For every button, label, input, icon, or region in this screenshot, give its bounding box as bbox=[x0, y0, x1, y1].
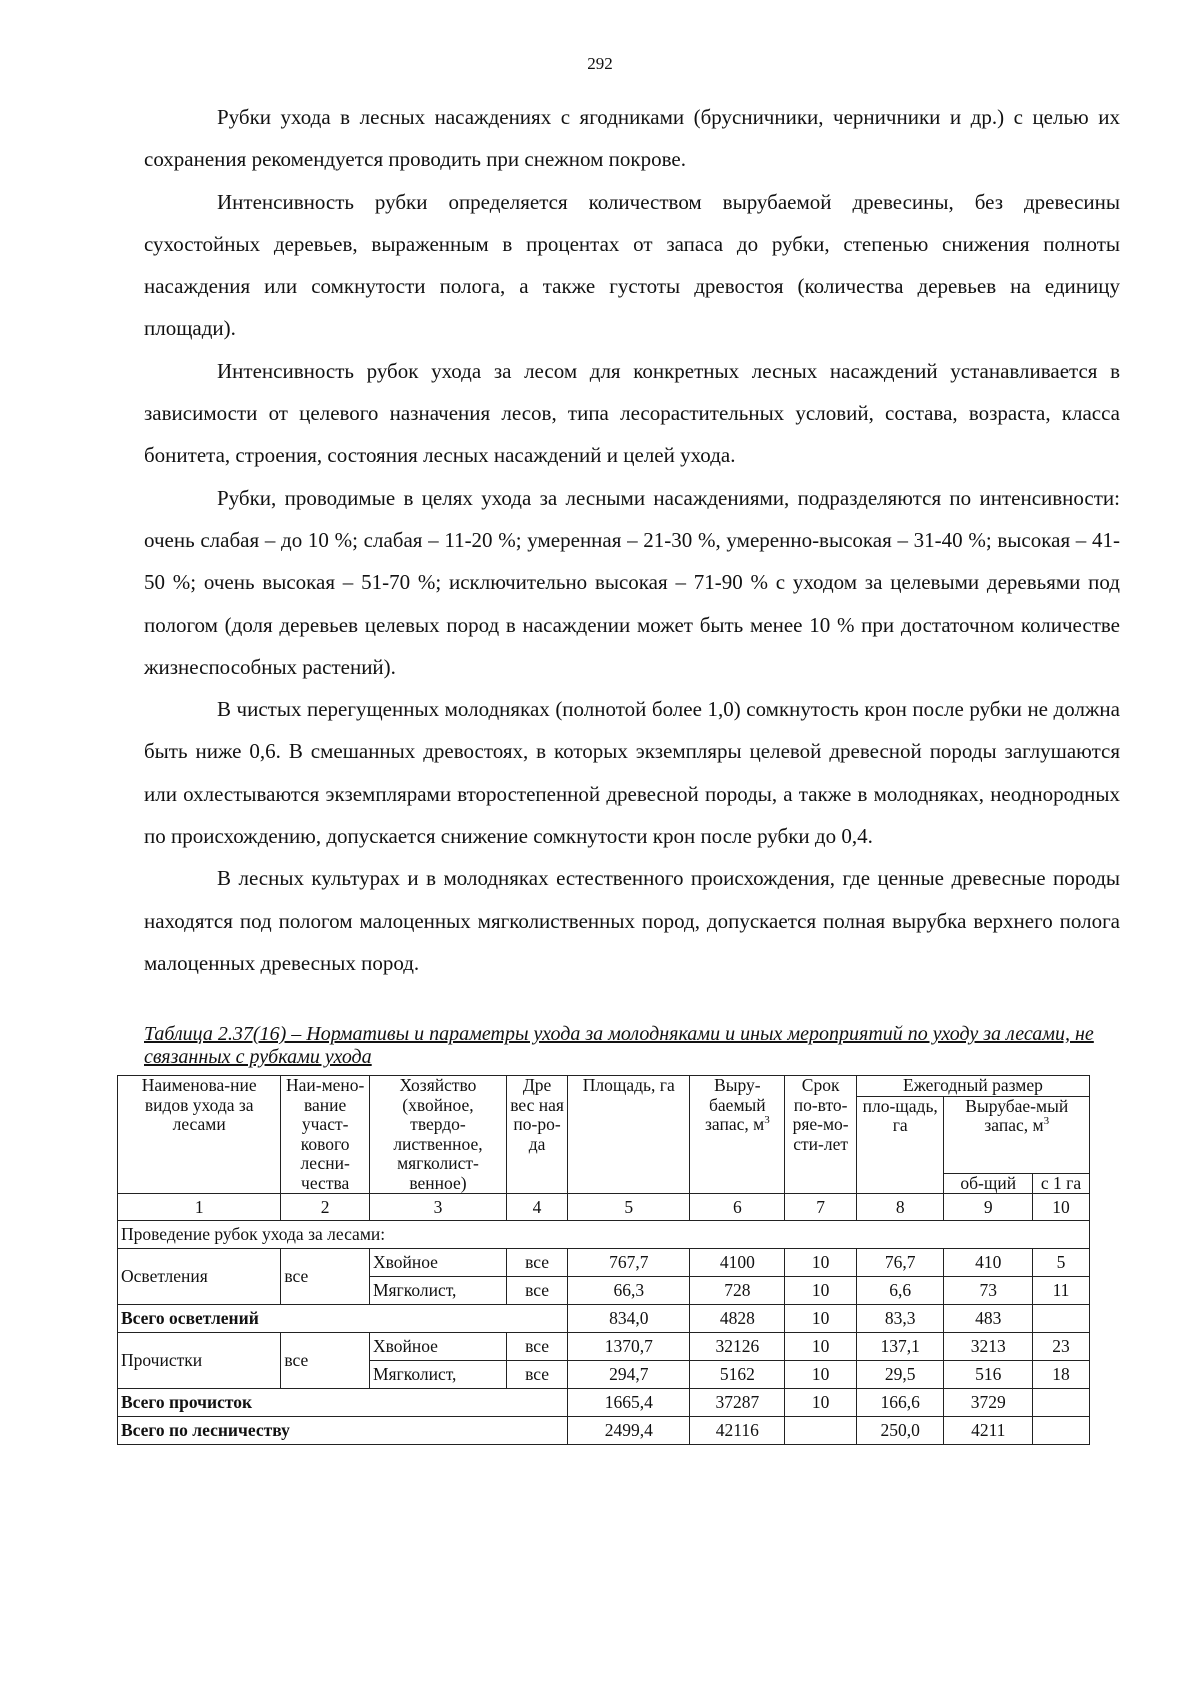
paragraph: Рубки, проводимые в целях ухода за лесными насаждениями, подразделяются по интенсивности: очень слабая – до 10 %; слабая – 11-20 %; умеренная – 21-30 %, умеренно-высокая – 31-40 %; высокая – 41-50 %; очень высокая – 51-70 %; исключительно высокая – 71-90 % с уходом за целевыми деревьями под пологом (доля деревьев целевых пород в насаждении может быть менее 10 % при достаточном количестве жизнеспособных растений). bbox=[144, 485, 1120, 679]
species: все bbox=[506, 1333, 567, 1361]
farm: Мягколист, bbox=[369, 1361, 506, 1389]
paragraph: Интенсивность рубок ухода за лесом для конкретных лесных насаждений устанавливается в зависимости от целевого назначения лесов, типа лесорастительных условий, состава, возраста, класса бонитета, строения, состояния лесных насаждений и целей ухода. bbox=[144, 358, 1120, 468]
annual-area: 250,0 bbox=[856, 1417, 944, 1445]
header-cell: Наи-мено-вание участ-кового лесни-чества bbox=[281, 1076, 370, 1194]
period: 10 bbox=[785, 1333, 857, 1361]
stock: 5162 bbox=[690, 1361, 785, 1389]
period: 10 bbox=[785, 1277, 857, 1305]
forestry: все bbox=[281, 1333, 370, 1389]
stock: 42116 bbox=[690, 1417, 785, 1445]
total-label: Всего прочисток bbox=[118, 1389, 568, 1417]
annual-per-ha bbox=[1033, 1417, 1090, 1445]
annual-area: 29,5 bbox=[856, 1361, 944, 1389]
column-number: 6 bbox=[690, 1194, 785, 1221]
column-number-row bbox=[118, 1194, 1090, 1221]
page-number: 292 bbox=[587, 54, 613, 73]
annual-per-ha bbox=[1033, 1305, 1090, 1333]
column-number: 5 bbox=[568, 1194, 690, 1221]
column-number: 9 bbox=[944, 1194, 1033, 1221]
annual-total: 3729 bbox=[944, 1389, 1033, 1417]
annual-per-ha bbox=[1033, 1389, 1090, 1417]
annual-total: 516 bbox=[944, 1361, 1033, 1389]
paragraph: В лесных культурах и в молодняках естественного происхождения, где ценные древесные породы находятся под пологом малоценных мягколиственных пород, допускается полная вырубка верхнего полога малоценных древесных пород. bbox=[144, 866, 1120, 975]
area: 834,0 bbox=[568, 1305, 690, 1333]
header-cell: Площадь, га bbox=[568, 1076, 690, 1194]
table-row bbox=[118, 1249, 1090, 1277]
species: все bbox=[506, 1361, 567, 1389]
area: 294,7 bbox=[568, 1361, 690, 1389]
grand-total-row bbox=[118, 1417, 1090, 1445]
header-cell: Вырубае-мый запас, $м^3$ bbox=[944, 1096, 1090, 1173]
farm: Мягколист, bbox=[369, 1277, 506, 1305]
annual-area: 166,6 bbox=[856, 1389, 944, 1417]
area: 1665,4 bbox=[568, 1389, 690, 1417]
farm: Хвойное bbox=[369, 1333, 506, 1361]
species: все bbox=[506, 1277, 567, 1305]
annual-area: 83,3 bbox=[856, 1305, 944, 1333]
forestry: все bbox=[281, 1249, 370, 1305]
annual-total: 73 bbox=[944, 1277, 1033, 1305]
header-row bbox=[118, 1076, 1090, 1097]
stock: 37287 bbox=[690, 1389, 785, 1417]
total-row bbox=[118, 1305, 1090, 1333]
header-cell: Ежегодный размер bbox=[856, 1076, 1089, 1097]
area: 2499,4 bbox=[568, 1417, 690, 1445]
period: 10 bbox=[785, 1389, 857, 1417]
annual-per-ha: 11 bbox=[1033, 1277, 1090, 1305]
section-row bbox=[118, 1221, 1090, 1249]
annual-total: 410 bbox=[944, 1249, 1033, 1277]
stock: 4828 bbox=[690, 1305, 785, 1333]
period: 10 bbox=[785, 1361, 857, 1389]
period: 10 bbox=[785, 1305, 857, 1333]
column-number: 1 bbox=[118, 1194, 281, 1221]
area: 1370,7 bbox=[568, 1333, 690, 1361]
annual-area: 137,1 bbox=[856, 1333, 944, 1361]
section-title: Проведение рубок ухода за лесами: bbox=[118, 1221, 1090, 1249]
header-cell: Хозяйство (хвойное, твердо-лиственное, мягколист-венное) bbox=[369, 1076, 506, 1194]
annual-per-ha: 23 bbox=[1033, 1333, 1090, 1361]
header-cell: об-щий bbox=[944, 1173, 1033, 1194]
header-cell: с 1 га bbox=[1033, 1173, 1090, 1194]
total-row bbox=[118, 1389, 1090, 1417]
stock: 728 bbox=[690, 1277, 785, 1305]
header-cell: Выру-баемый запас, $м^3$ bbox=[690, 1076, 785, 1194]
species: все bbox=[506, 1249, 567, 1277]
annual-total: 4211 bbox=[944, 1417, 1033, 1445]
header-cell: Срок по-вто-ряе-мо-сти-лет bbox=[785, 1076, 857, 1194]
total-label: Всего осветлений bbox=[118, 1305, 568, 1333]
column-number: 2 bbox=[281, 1194, 370, 1221]
area: 66,3 bbox=[568, 1277, 690, 1305]
header-cell: Дре вес ная по-ро-да bbox=[506, 1076, 567, 1194]
stock: 4100 bbox=[690, 1249, 785, 1277]
column-number: 7 bbox=[785, 1194, 857, 1221]
header-cell: Наименова-ние видов ухода за лесами bbox=[118, 1076, 281, 1194]
column-number: 8 bbox=[856, 1194, 944, 1221]
care-type: Осветления bbox=[118, 1249, 281, 1305]
annual-per-ha: 5 bbox=[1033, 1249, 1090, 1277]
annual-area: 76,7 bbox=[856, 1249, 944, 1277]
column-number: 10 bbox=[1033, 1194, 1090, 1221]
farm: Хвойное bbox=[369, 1249, 506, 1277]
period bbox=[785, 1417, 857, 1445]
stock: 32126 bbox=[690, 1333, 785, 1361]
paragraph: Интенсивность рубки определяется количеством вырубаемой древесины, без древесины сухостойных деревьев, выраженным в процентах от запаса до рубки, степенью снижения полноты насаждения или сомкнутости полога, а также густоты древостоя (количества деревьев на единицу площади). bbox=[144, 189, 1120, 341]
annual-total: 3213 bbox=[944, 1333, 1033, 1361]
annual-per-ha: 18 bbox=[1033, 1361, 1090, 1389]
annual-area: 6,6 bbox=[856, 1277, 944, 1305]
grand-total-label: Всего по лесничеству bbox=[118, 1417, 568, 1445]
care-type: Прочистки bbox=[118, 1333, 281, 1389]
header-cell: пло-щадь, га bbox=[856, 1096, 944, 1194]
annual-total: 483 bbox=[944, 1305, 1033, 1333]
period: 10 bbox=[785, 1249, 857, 1277]
table-caption: Таблица 2.37(16) – Нормативы и параметры ухода за молодняками и иных мероприятий по уходу за лесами, не связанных с рубками ухода bbox=[144, 1023, 1094, 1068]
paragraph: Рубки ухода в лесных насаждениях с ягодниками (брусничники, черничники и др.) с целью их сохранения рекомендуется проводить при снежном покрове. bbox=[144, 105, 1120, 172]
area: 767,7 bbox=[568, 1249, 690, 1277]
data-table bbox=[117, 1075, 1090, 1445]
table-row bbox=[118, 1333, 1090, 1361]
column-number: 3 bbox=[369, 1194, 506, 1221]
paragraph: В чистых перегущенных молодняках (полнотой более 1,0) сомкнутость крон после рубки не должна быть ниже 0,6. В смешанных древостоях, в которых экземпляры целевой древесной породы заглушаются или охлестываются экземплярами второстепенной древесной породы, а также в молодняках, неоднородных по происхождению, допускается снижение сомкнутости крон после рубки до 0,4. bbox=[144, 697, 1120, 849]
column-number: 4 bbox=[506, 1194, 567, 1221]
body-text bbox=[144, 96, 1120, 984]
